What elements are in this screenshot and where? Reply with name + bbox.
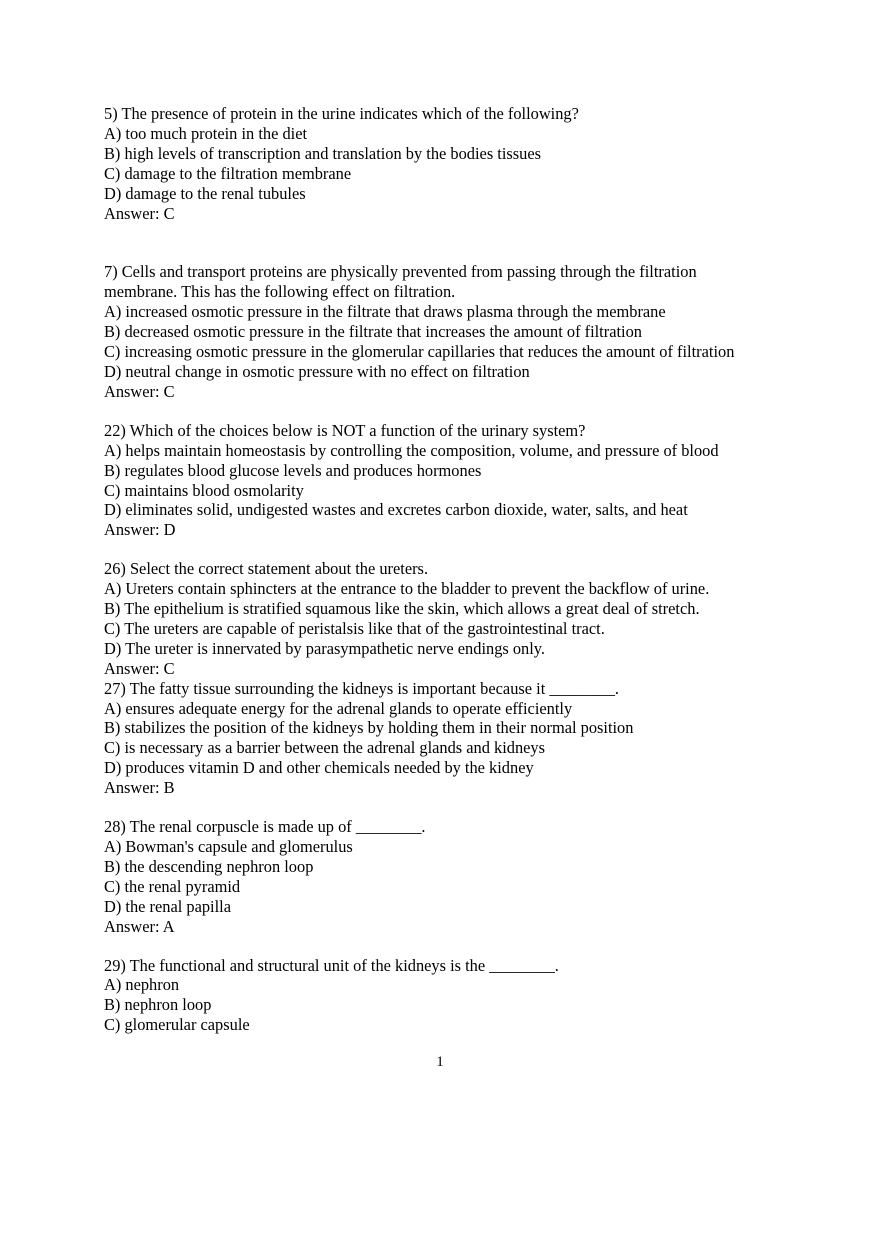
answer: Answer: B	[104, 778, 175, 798]
option-c: C) The ureters are capable of peristalsis like that of the gastrointestinal tract.	[104, 618, 605, 638]
question-5	[104, 104, 804, 223]
option-b: B) nephron loop	[104, 995, 212, 1015]
option-c: C) the renal pyramid	[104, 876, 241, 896]
answer: Answer: A	[104, 916, 175, 936]
option-c: C) glomerular capsule	[104, 1015, 250, 1035]
option-b: B) The epithelium is stratified squamous like the skin, which allows a great deal of stretch.	[104, 599, 700, 619]
option-a: A) ensures adequate energy for the adrenal glands to operate efficiently	[104, 698, 573, 718]
question-stem: 26) Select the correct statement about the ureters.	[104, 559, 429, 579]
question-stem: 27) The fatty tissue surrounding the kidneys is important because it ________.	[104, 678, 620, 698]
option-a: A) too much protein in the diet	[104, 123, 308, 143]
option-c: C) damage to the filtration membrane	[104, 163, 352, 183]
option-d: D) The ureter is innervated by parasympathetic nerve endings only.	[104, 638, 546, 658]
option-d: D) the renal papilla	[104, 896, 231, 916]
option-a: A) Bowman's capsule and glomerulus	[104, 837, 353, 856]
page-number: 1	[436, 1054, 444, 1070]
question-28	[104, 817, 804, 936]
option-b: B) high levels of transcription and translation by the bodies tissues	[104, 143, 542, 163]
option-d: D) produces vitamin D and other chemicals needed by the kidney	[104, 758, 534, 778]
question-stem: 22) Which of the choices below is NOT a function of the urinary system?	[104, 420, 586, 440]
question-stem: 5) The presence of protein in the urine indicates which of the following?	[104, 104, 579, 123]
answer: Answer: C	[104, 381, 175, 401]
question-7	[104, 262, 804, 401]
question-stem: 7) Cells and transport proteins are physically prevented from passing through the filtration	[104, 262, 697, 282]
option-c: C) is necessary as a barrier between the adrenal glands and kidneys	[104, 738, 546, 758]
option-c: C) maintains blood osmolarity	[104, 480, 304, 500]
option-d: D) neutral change in osmotic pressure with no effect on filtration	[104, 361, 530, 381]
option-a: A) nephron	[104, 975, 180, 995]
option-a: A) increased osmotic pressure in the filtrate that draws plasma through the membrane	[104, 302, 666, 322]
option-b: B) regulates blood glucose levels and produces hormones	[104, 460, 482, 480]
question-stem: 28) The renal corpuscle is made up of ________.	[104, 817, 426, 837]
question-stem-continued: membrane. This has the following effect on filtration.	[104, 282, 456, 302]
question-list	[104, 104, 804, 1035]
question-29	[104, 956, 804, 1036]
question-stem: 29) The functional and structural unit of the kidneys is the ________.	[104, 955, 559, 975]
answer: Answer: C	[104, 658, 175, 678]
question-26	[104, 559, 804, 678]
option-b: B) stabilizes the position of the kidneys by holding them in their normal position	[104, 718, 634, 738]
option-a: A) Ureters contain sphincters at the entrance to the bladder to prevent the backflow of urine.	[104, 579, 710, 599]
option-b: B) the descending nephron loop	[104, 856, 314, 876]
answer: Answer: C	[104, 203, 175, 223]
answer: Answer: D	[104, 520, 176, 540]
question-22	[104, 421, 804, 540]
option-d: D) damage to the renal tubules	[104, 183, 306, 203]
option-c: C) increasing osmotic pressure in the glomerular capillaries that reduces the amount of filtration	[104, 342, 735, 362]
question-27	[104, 679, 804, 798]
option-d: D) eliminates solid, undigested wastes and excretes carbon dioxide, water, salts, and heat	[104, 500, 688, 520]
option-a: A) helps maintain homeostasis by controlling the composition, volume, and pressure of blood	[104, 440, 719, 460]
option-b: B) decreased osmotic pressure in the filtrate that increases the amount of filtration	[104, 322, 642, 342]
